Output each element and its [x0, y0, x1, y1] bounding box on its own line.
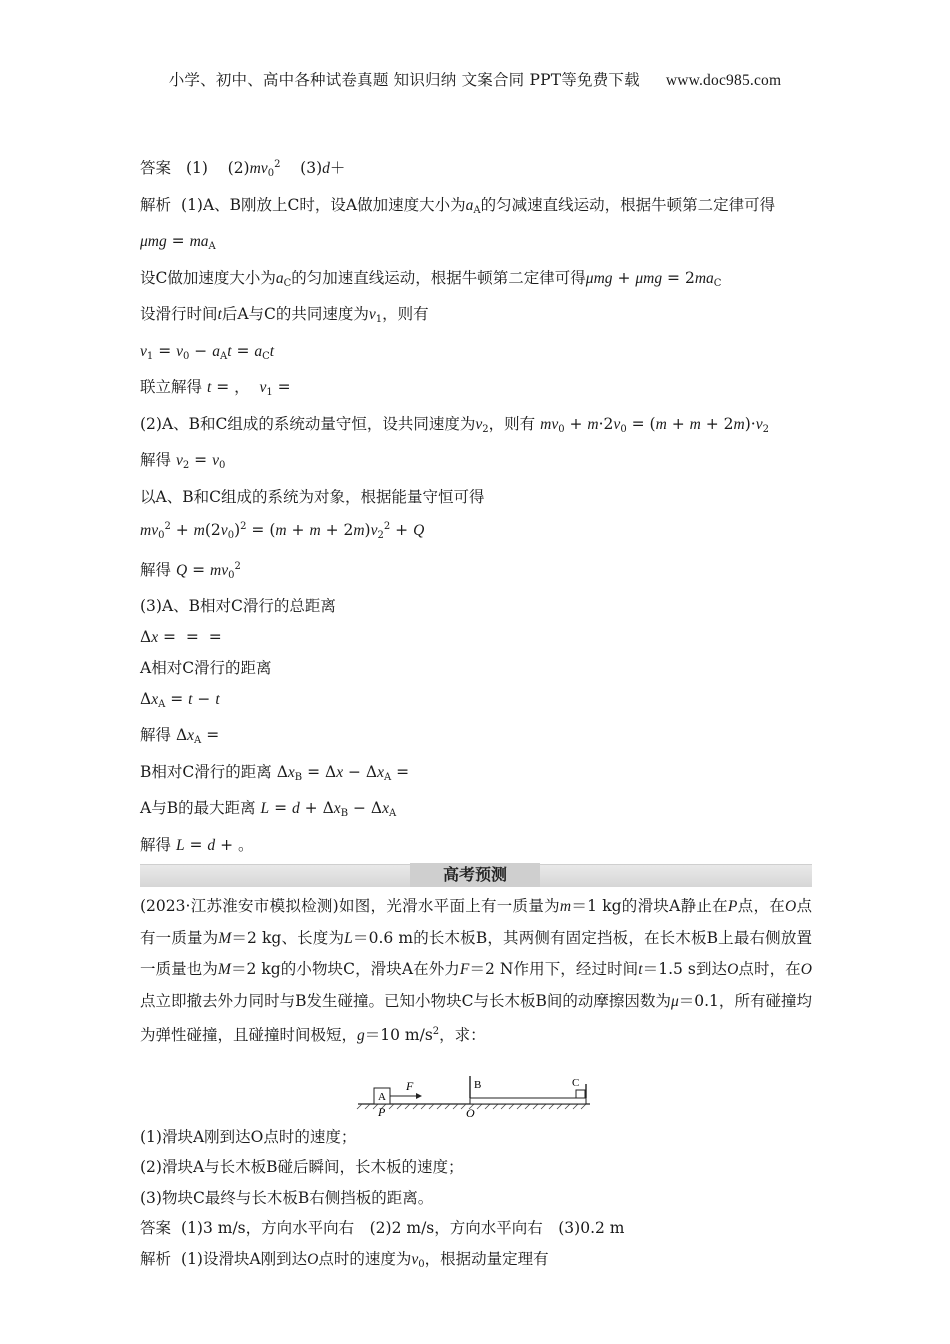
text-line: 设C做加速度大小为$a_C$的匀加速直线运动，根据牛顿第二定律可得$\mu mg + \mu mg = 2ma_C$ [140, 268, 722, 289]
text-line: 设滑行时间t后A与C的共同速度为$v_1$，则有 [140, 305, 429, 325]
text: 联立解得 [140, 378, 203, 396]
answer-tag: 答案 [140, 1219, 172, 1237]
text-line: 解得 $\Delta x_A$ = [140, 726, 220, 746]
label-c: C [572, 1076, 580, 1089]
text: 点时，在 [738, 960, 801, 978]
header-site[interactable]: www.doc985.com [665, 72, 782, 89]
text: 的长木板B，其两侧有固定挡板，在长木板B上最右侧放置一质量也为 [140, 928, 812, 978]
text: ，根据动量定理有 [424, 1249, 549, 1268]
text-line: 解得 L = d + 。 [140, 835, 254, 854]
text: 作用下，经过时间 [513, 960, 639, 978]
label-p: P [378, 1104, 386, 1119]
header-slogan: 小学、初中、高中各种试卷真题 知识归纳 文案合同 PPT等免费下载 [168, 71, 640, 89]
block-c [576, 1090, 585, 1098]
text: 、长度为 [281, 928, 345, 947]
section-banner [140, 864, 812, 887]
text: 解得 [140, 726, 172, 744]
problem-answer-line [140, 1213, 812, 1244]
text: (1)A、B刚放上C时，设A做加速度大小为 [181, 195, 466, 214]
text: 的小物块C，滑块A在外力 [280, 960, 460, 978]
text: ，则有 [488, 414, 536, 433]
text: 后A与C的共同速度为 [221, 305, 369, 323]
text: ，所有碰撞均为弹性碰撞，且碰撞时间极短， [140, 991, 812, 1044]
label-f: F [406, 1078, 414, 1093]
text: A相对C滑行的距离 [140, 659, 272, 677]
equation: $\Delta x_A = t - t$ [140, 689, 220, 710]
text-line: A与B的最大距离 $L = d + \Delta x_B - \Delta x_A$ [140, 799, 397, 819]
text: B相对C滑行的距离 [140, 762, 272, 781]
force-arrowhead [416, 1093, 422, 1099]
section-title: 高考预测 [410, 863, 540, 887]
equation: $\mu mg = ma_A$ [140, 232, 216, 252]
text-line: 解得 $Q = mv_0^2$ [140, 560, 241, 581]
label-a: A [378, 1090, 386, 1103]
text-line: 解得 $v_2 = v_0$ [140, 451, 226, 471]
text: 的滑块A静止在 [621, 897, 728, 915]
document-body [140, 150, 812, 1280]
text: 点时的速度为 [318, 1249, 412, 1268]
problem-figure [140, 1052, 812, 1122]
equation: Δx = = = [140, 627, 222, 646]
text: 的匀加速直线运动，根据牛顿第二定律可得 [291, 268, 586, 287]
answer-part: (1) [185, 159, 208, 177]
prev-answer-line: 答案 (1) $(2)mv_0^2$ (3)d＋ [140, 159, 346, 179]
answer-text: (1)3 m/s，方向水平向右 (2)2 m/s，方向水平向右 (3)0.2 m [181, 1219, 625, 1237]
problem-analysis-line: 解析 (1)设滑块A刚到达O点时的速度为$v_0$，根据动量定理有 [140, 1249, 549, 1270]
text: 解得 [140, 560, 172, 579]
text: 点，在 [737, 897, 785, 915]
problem-source: (2023·江苏淮安市模拟检测) [140, 897, 339, 915]
answer-tag: 答案 [140, 159, 172, 177]
text: 设滑行时间 [140, 305, 218, 323]
prev-analysis-para: 解析 (1)A、B刚放上C时，设A做加速度大小为$a_A$的匀减速直线运动，根据牛顿第二定律可得 [140, 195, 776, 216]
analysis-tag: 解析 [140, 195, 172, 214]
text: 点立即撤去外力同时与B发生碰撞。已知小物块C与长木板B间的动摩擦因数为 [140, 991, 671, 1010]
text-line [140, 482, 812, 513]
question-2: (2)滑块A与长木板B碰后瞬间，长木板的速度； [140, 1158, 464, 1176]
text: A与B的最大距离 [140, 799, 256, 817]
text: 点有一质量为 [140, 897, 812, 947]
text: 解得 [140, 835, 172, 854]
board-b [470, 1098, 586, 1104]
text-line: B相对C滑行的距离 $\Delta x_B = \Delta x - \Delta x_A$ = [140, 762, 410, 783]
answer-part: (2) [227, 159, 250, 177]
text: 以A、B和C组成的系统为对象，根据能量守恒可得 [140, 487, 485, 506]
page-header [0, 68, 950, 90]
block-board-diagram [354, 1056, 594, 1120]
problem-statement: (2023·江苏淮安市模拟检测)如图，光滑水平面上有一质量为m＝1 kg的滑块A静止在P点，在O点有一质量为M＝2 kg、长度为L＝0.6 m的长木板B，其两侧有固定挡板，在长木板B上最右侧放置一质量也为M＝2 kg的小物块C，滑块A在外力F＝2 N作用下，经过时间t＝1.5 s到达O点时，在O点立即撤去外力同时与B发生碰撞。已知小物块C与长木板B间的动摩擦因数为μ＝0.1，所有碰撞均为弹性碰撞，且碰撞时间极短，g＝10 $m/s^2$，求： [140, 897, 812, 1044]
equation: $mv_0^2 + m(2v_0)^2 = (m + m + 2m)v_2^2 + Q$ [140, 521, 425, 541]
text: 的匀减速直线运动，根据牛顿第二定律可得 [480, 195, 776, 214]
text: (2)A、B和C组成的系统动量守恒，设共同速度为 [140, 414, 476, 433]
text: (3)A、B相对C滑行的总距离 [140, 597, 336, 615]
question-1: (1)滑块A刚到达O点时的速度； [140, 1127, 357, 1146]
label-b: B [474, 1078, 482, 1091]
text: 到达 [695, 960, 728, 978]
question-3: (3)物块C最终与长木板B右侧挡板的距离。 [140, 1188, 434, 1207]
analysis-tag: 解析 [140, 1249, 172, 1268]
text: 如图，光滑水平面上有一质量为 [338, 897, 560, 915]
label-o: O [466, 1105, 475, 1120]
answer-part: (3) [300, 159, 323, 177]
equation: $v_1 = v_0 - a_At = a_Ct$ [140, 341, 275, 362]
text: ，则有 [382, 305, 429, 323]
text: 解得 [140, 451, 172, 469]
text: ，求： [439, 1026, 486, 1044]
text: 设C做加速度大小为 [140, 268, 276, 287]
text: (1)设滑块A刚到达 [181, 1249, 308, 1268]
text-line [140, 591, 812, 622]
text-line: 联立解得 t = ， $v_1$ = [140, 378, 291, 398]
text-line [140, 653, 812, 684]
text-line: (2)A、B和C组成的系统动量守恒，设共同速度为$v_2$，则有 $mv_0 + m\cdot 2v_0 = (m + m + 2m)\cdot v_2$ [140, 414, 769, 435]
